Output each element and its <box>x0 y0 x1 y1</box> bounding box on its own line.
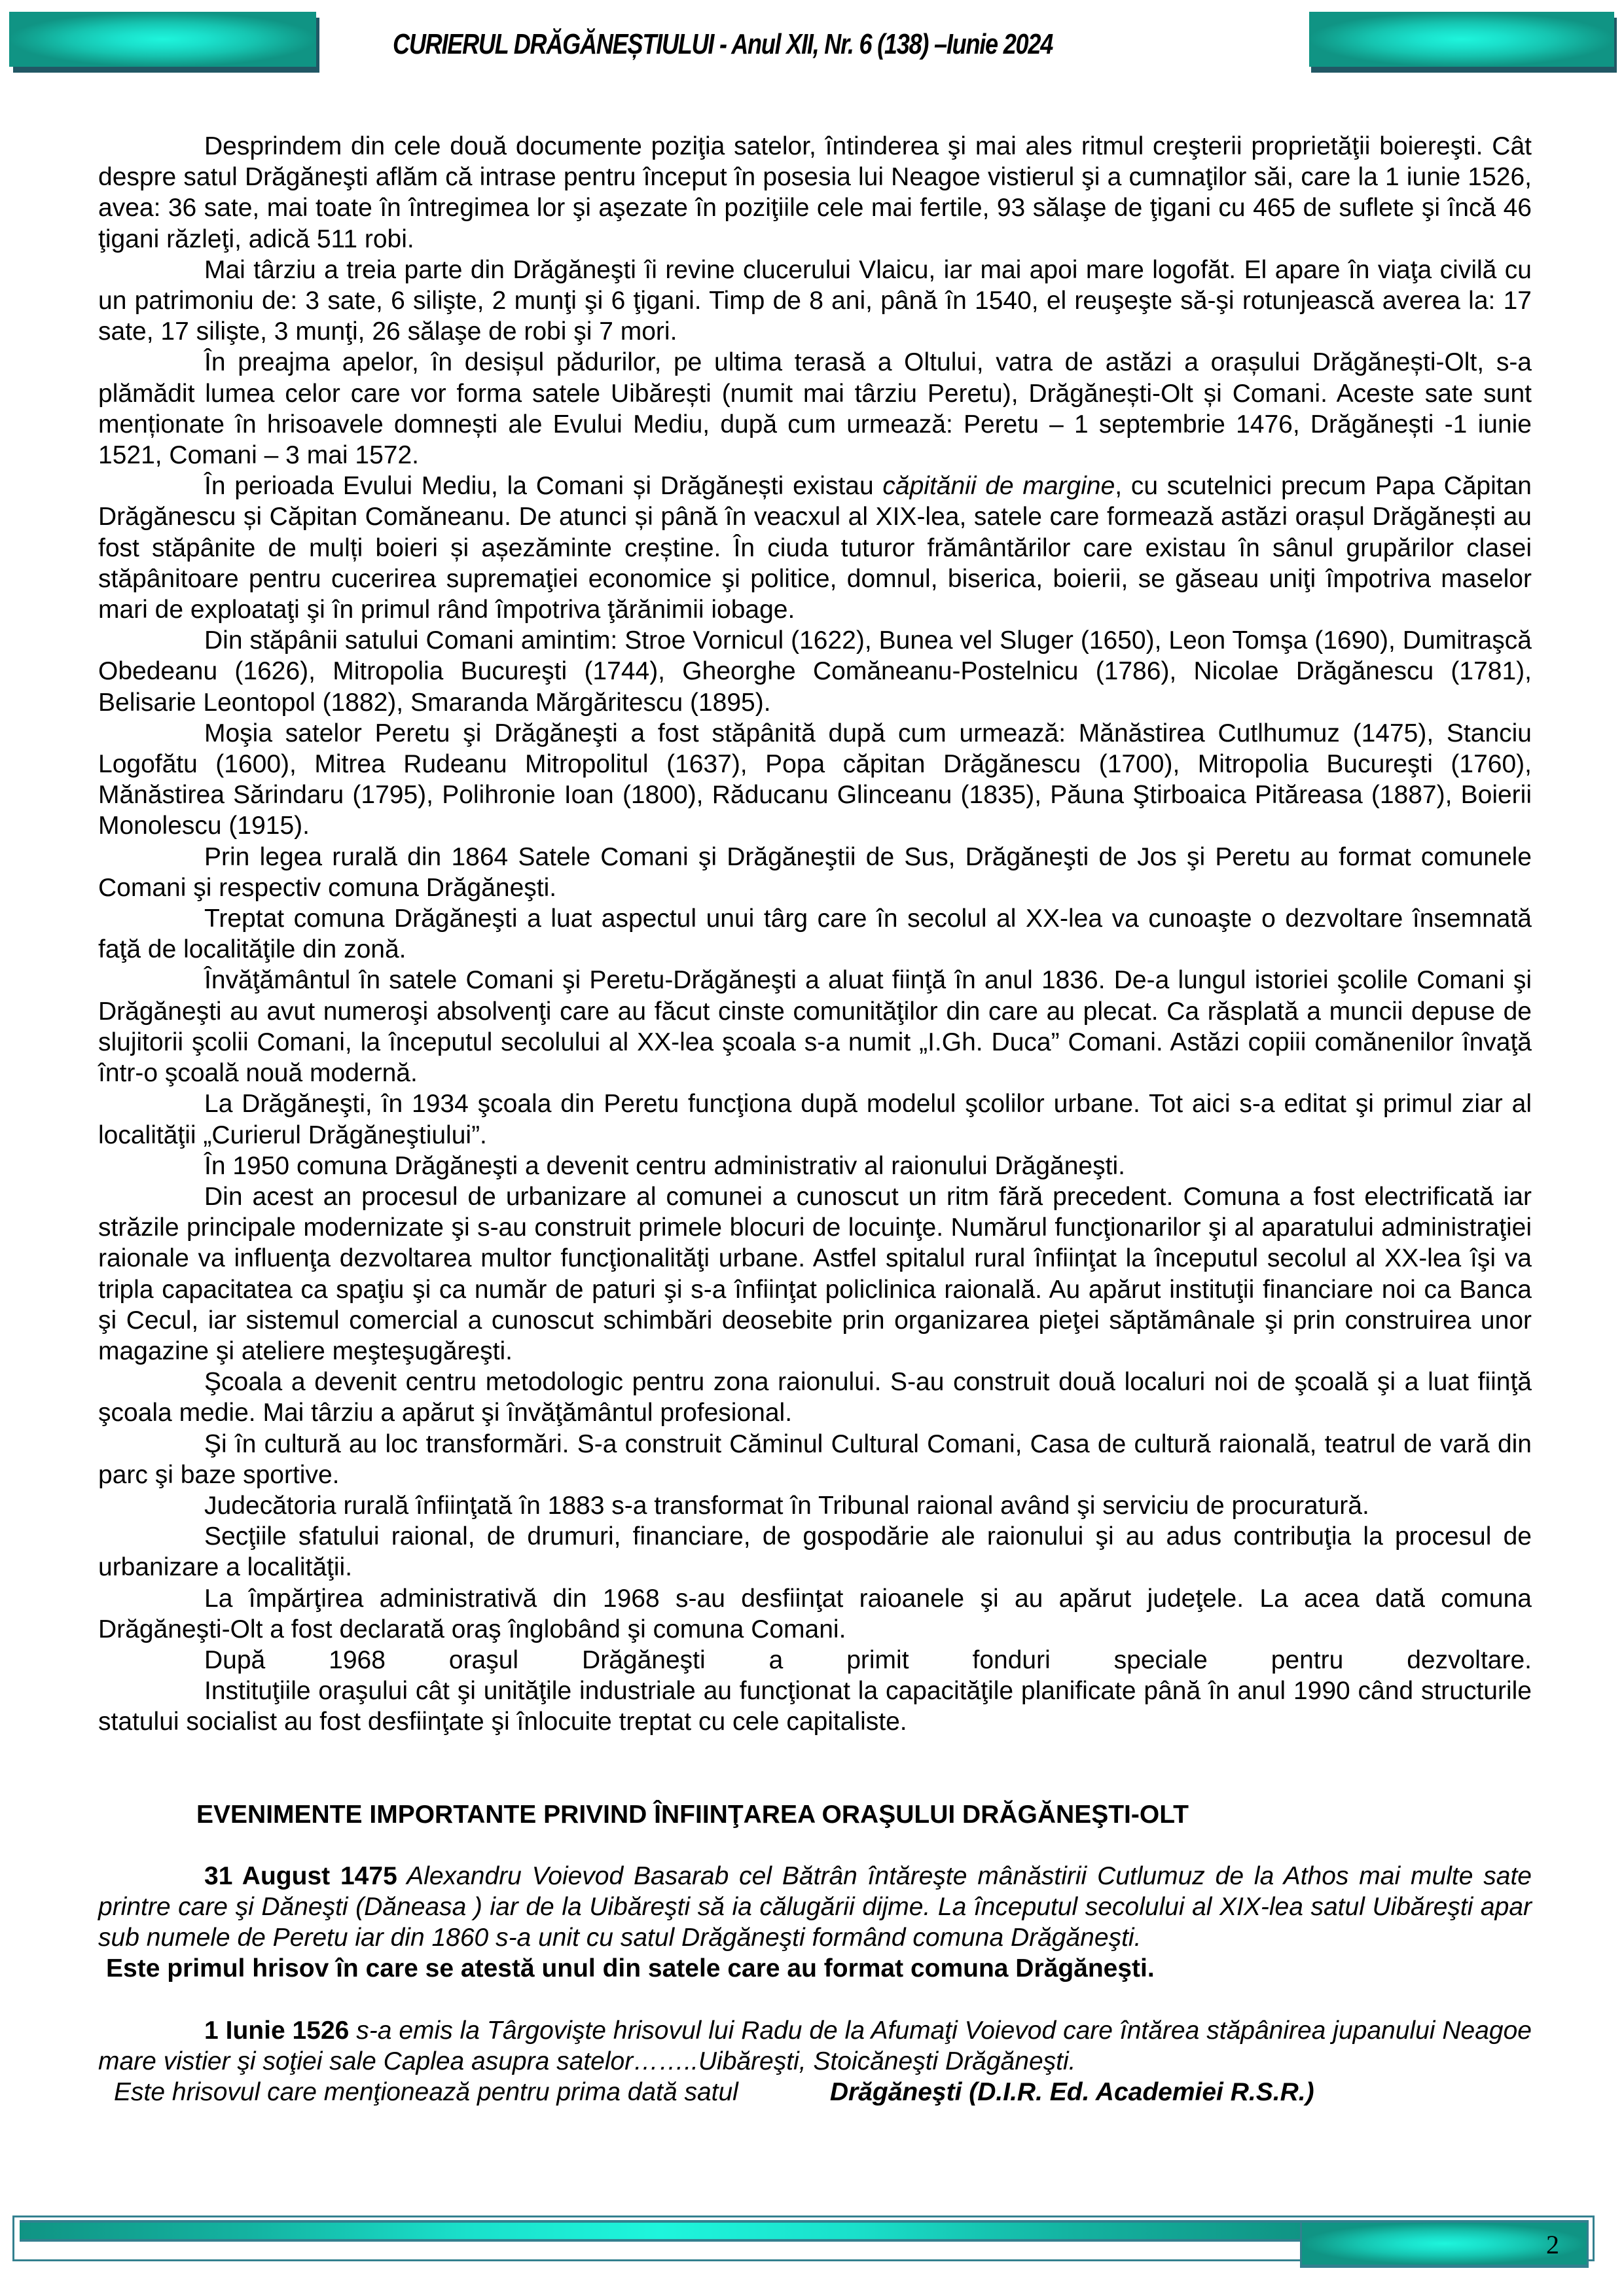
paragraph: Judecătoria rurală înfiinţată în 1883 s-a transformat în Tribunal raional având şi serviciu de procuratură. <box>204 1491 1369 1520</box>
paragraph-text: , cu scutelnici precum Papa Căpitan Drăgănescu și Căpitan Comăneanu. De atunci și până în veacxul al XIX-lea, satele care formează astăzi orașul Drăgănești au fost stăpânite de mulți boieri și așezăminte creștine. În ciuda tuturor frământărilor care existau în sânul grupărilor clasei stăpânitoare pentru cucerirea supremaţiei economice şi politice, domnul, biserica, boierii, se găseau uniţi împotriva maselor mari de exploataţi şi în primul rând împotriva ţărănimii iobage. <box>98 472 1532 624</box>
paragraph: Prin legea rurală din 1864 Satele Comani şi Drăgăneştii de Sus, Drăgăneşti de Jos şi Peretu au format comunele Comani şi respectiv comuna Drăgăneşti. <box>98 842 1532 902</box>
paragraph: Din stăpânii satului Comani amintim: Stroe Vornicul (1622), Bunea vel Sluger (1650), Leon Tomşa (1690), Dumitraşcă Obedeanu (1626), Mitropolia Bucureşti (1744), Gheorghe Comăneanu-Postelnicu (1786), Nicolae Drăgănescu (1781), Belisarie Leontopol (1882), Smaranda Mărgăritescu (1895). <box>98 626 1532 717</box>
paragraph: Secţiile sfatului raional, de drumuri, financiare, de gospodărie ale raionului şi au adus contribuţia la procesul de urbanizare a localităţii. <box>98 1522 1532 1582</box>
source-citation: Drăgăneşti (D.I.R. Ed. Academiei R.S.R.) <box>829 2077 1314 2106</box>
event-entry <box>98 1861 1532 1954</box>
paragraph: Instituţiile oraşului cât şi unităţile industriale au funcţionat la capacităţile planificate până în anul 1990 când structurile statului socialist au fost desfiinţate şi înlocuite treptat cu cele capitaliste. <box>98 1677 1532 1736</box>
event-date: 1 Iunie 1526 <box>204 2016 350 2045</box>
paragraph: Treptat comuna Drăgăneşti a luat aspectul unui târg care în secolul al XX-lea va cunoaşte o dezvoltare însemnată faţă de localităţile din zonă. <box>98 905 1532 964</box>
paragraph: La Drăgăneşti, în 1934 şcoala din Peretu funcţiona după modelul şcolilor urbane. Tot aici s-a editat şi primul ziar al localităţii „Curierul Drăgăneştiului”. <box>98 1090 1532 1149</box>
page-number: 2 <box>1546 2232 1559 2257</box>
paragraph <box>98 471 1532 625</box>
masthead-title: CURIERUL DRĂGĂNEȘTIULUI - Anul XII, Nr. 6 (138) –Iunie 2024 <box>393 28 1053 60</box>
paragraph: Învăţământul în satele Comani şi Peretu-Drăgăneşti a aluat fiinţă în anul 1836. De-a lungul istoriei şcolile Comani şi Drăgăneşti au avut numeroşi absolvenţi care au făcut cinste comunităţilor din care au plecat. Ca răsplată a muncii depuse de slujitorii şcolii Comani, la începutul secolului al XX-lea şcoala s-a numit „I.Gh. Duca” Comani. Astăzi copiii comănenilor învaţă într-o şcoală nouă modernă. <box>98 966 1532 1088</box>
paragraph: În 1950 comuna Drăgăneşti a devenit centru administrativ al raionului Drăgăneşti. <box>204 1151 1125 1180</box>
paragraph: Din acest an procesul de urbanizare al comunei a cunoscut un ritm fără precedent. Comuna a fost electrificată iar străzile principale modernizate şi s-au construit primele blocuri de locuinţe. Numărul funcţionarilor şi al aparatului administraţiei raionale va influenţa dezvoltarea multor funcţionalităţi urbane. Astfel spitalul rural înfiinţat la începutul secolul al XX-lea îşi va tripla capacitatea ca spaţiu şi ca număr de paturi şi s-a înfiinţat policlinica raională. Au apărut instituţii financiare noi ca Banca şi Cecul, iar sistemul comercial a cunoscut schimbări deosebite prin organizarea pieţei săptămânale şi prin construirea unor magazine şi ateliere meşteşugăreşti. <box>98 1182 1532 1365</box>
paragraph: Desprindem din cele două documente poziţia satelor, întinderea şi mai ales ritmul creşterii proprietăţii boiereşti. Cât despre satul Drăgăneşti aflăm că intrase pentru început în posesia lui Neagoe vistierul şi a cumnaţilor săi, care la 1 iunie 1526, avea: 36 sate, mai toate în întregimea lor şi aşezate în poziţiile cele mai fertile, 93 sălaşe de ţigani cu 465 de suflete şi încă 46 ţigani răzleţi, adică 511 robi. <box>98 132 1532 253</box>
paragraph: După 1968 oraşul Drăgăneşti a primit fonduri speciale pentru dezvoltare. <box>204 1645 1532 1674</box>
section-heading: EVENIMENTE IMPORTANTE PRIVIND ÎNFIINŢAREA ORAŞULUI DRĂGĂNEŞTI-OLT <box>196 1800 1189 1829</box>
paragraph: Şcoala a devenit centru metodologic pentru zona raionului. S-au construit două localuri noi de şcoală şi a luat fiinţă şcoala medie. Mai târziu a apărut şi învăţământul profesional. <box>98 1368 1532 1427</box>
footer-bar <box>20 2223 1301 2239</box>
event-date: 31 August 1475 <box>204 1861 397 1890</box>
source-note-text: Este hrisovul care menţionează pentru prima dată satul <box>114 2077 738 2106</box>
article-body <box>98 131 1532 2108</box>
event-source-note <box>98 2077 1532 2108</box>
paragraph: Moşia satelor Peretu şi Drăgăneşti a fost stăpânită după cum urmează: Mănăstirea Cutlhumuz (1475), Stanciu Logofătu (1600), Mitrea Rudeanu Mitropolitul (1637), Popa căpitan Drăgănescu (1700), Mitropolia Bucureşti (1760), Mănăstirea Sărindaru (1795), Polihronie Ioan (1800), Răducanu Glinceanu (1835), Păuna Ştirboaica Pităreasa (1887), Boierii Monolescu (1915). <box>98 719 1532 840</box>
event-note: Este primul hrisov în care se atestă unul din satele care au format comuna Drăgăneşti. <box>106 1954 1155 1983</box>
page-number-box <box>1302 2223 1587 2265</box>
right-ornament-box <box>1309 12 1614 67</box>
paragraph: Mai târziu a treia parte din Drăgăneşti îi revine clucerului Vlaicu, iar mai apoi mare logofăt. El apare în viaţa civilă cu un patrimoniu de: 3 sate, 6 silişte, 2 munţi şi 6 ţigani. Timp de 8 ani, până în 1540, el reuşeşte să-şi rotunjească averea la: 17 sate, 17 silişte, 3 munţi, 26 sălaşe de robi şi 7 mori. <box>98 255 1532 346</box>
event-text: s-a emis la Târgovişte hrisovul lui Radu de la Afumaţi Voievod care întărea stăpânirea jupanului Neagoe mare vistier şi soţiei sale Caplea asupra satelor……..Uibăreşti, Stoicăneşti Drăgăneşti. <box>98 2016 1532 2075</box>
paragraph: Şi în cultură au loc transformări. S-a construit Căminul Cultural Comani, Casa de cultură raională, teatrul de vară din parc şi baze sportive. <box>98 1429 1532 1489</box>
paragraph: În preajma apelor, în desișul pădurilor, pe ultima terasă a Oltului, vatra de astăzi a orașului Drăgănești-Olt, s-a plămădit lumea celor care vor forma satele Uibărești (numit mai târziu Peretu), Drăgănești-Olt și Comani. Aceste sate sunt menționate în hrisoavele domnești ale Evului Mediu, după cum urmează: Peretu – 1 septembrie 1476, Drăgănești -1 iunie 1521, Comani – 3 mai 1572. <box>98 348 1532 470</box>
event-text: Alexandru Voievod Basarab cel Bătrân întăreşte mânăstirii Cutlumuz de la Athos mai multe sate printre care şi Dăneşti (Dăneasa ) iar de la Uibăreşti să ia călugării dijme. La începutul secolului al XIX-lea satul Uibăreşti apar sub numele de Peretu iar din 1860 s-a unit cu satul Drăgăneşti formând comuna Drăgăneşti. <box>98 1861 1532 1952</box>
left-ornament-box <box>9 12 316 67</box>
paragraph-text: În perioada Evului Mediu, la Comani și Drăgănești existau <box>204 472 883 501</box>
paragraph: La împărţirea administrativă din 1968 s-au desfiinţat raioanele şi au apărut judeţele. La acea dată comuna Drăgăneşti-Olt a fost declarată oraş înglobând şi comuna Comani. <box>98 1584 1532 1643</box>
event-entry <box>98 2015 1532 2077</box>
italic-term: căpitănii de margine <box>882 472 1115 501</box>
